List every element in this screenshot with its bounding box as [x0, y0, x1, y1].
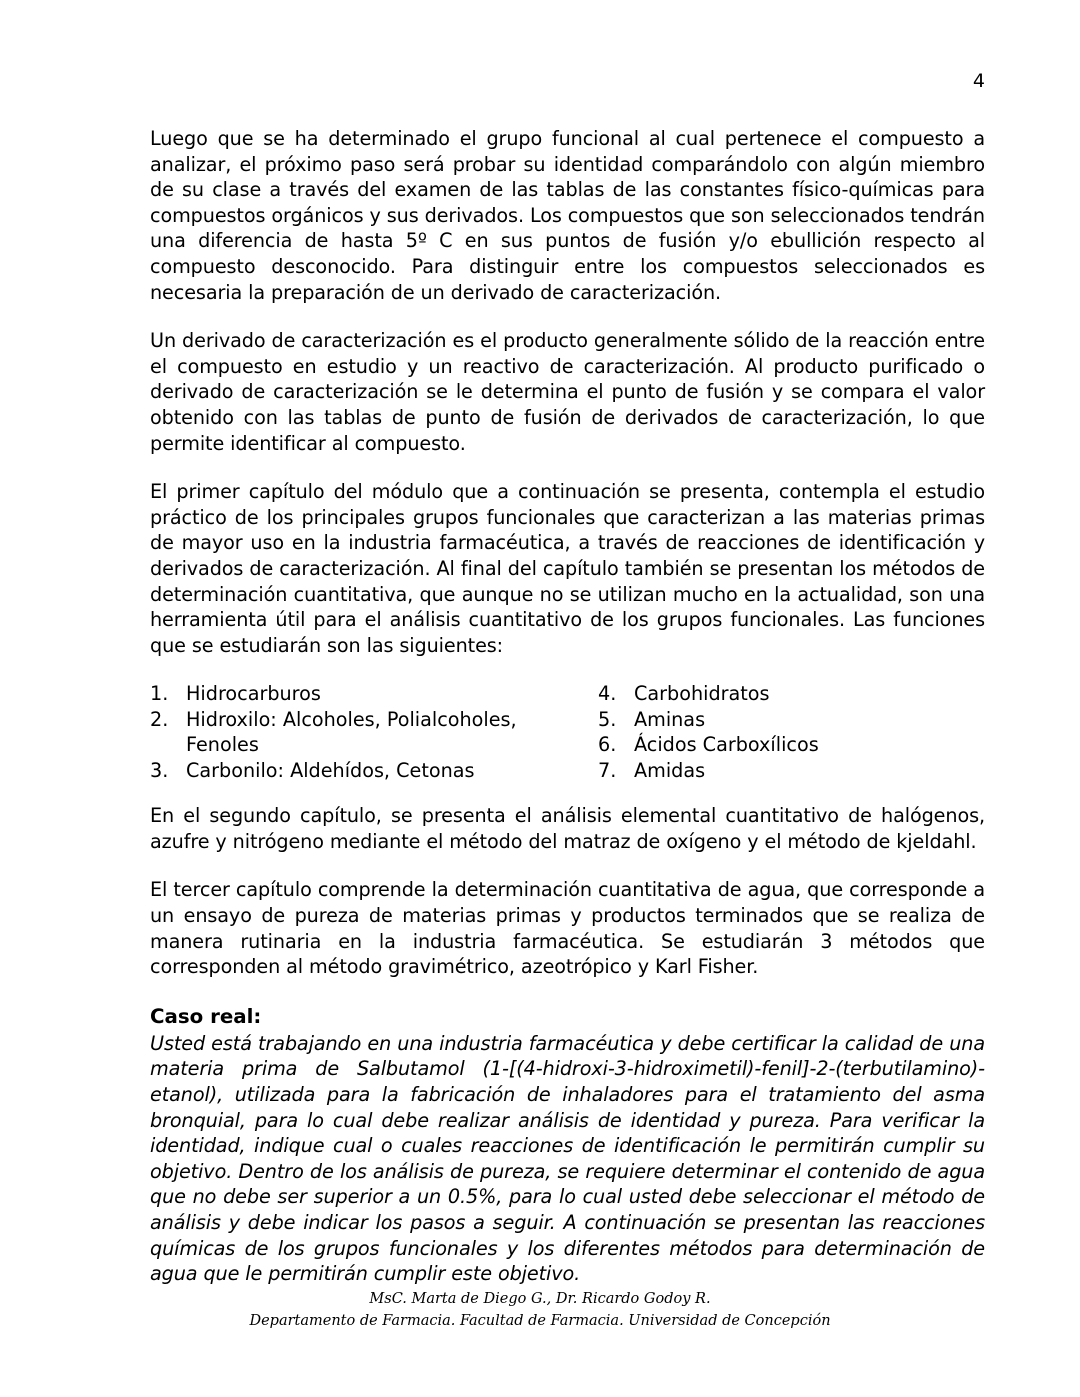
list-item-number: 5. [598, 707, 617, 731]
list-item [150, 758, 580, 784]
list-item-label: Carbonilo: Aldehídos, Cetonas [186, 759, 475, 783]
page-footer [0, 1288, 1080, 1332]
list-item-label: Hidrocarburos [186, 682, 321, 706]
footer-affiliation: Departamento de Farmacia. Facultad de Farmacia. Universidad de Concepción [249, 1313, 831, 1329]
paragraph-2: Un derivado de caracterización es el producto generalmente sólido de la reacción entre el compuesto en estudio y un reactivo de caracterización. Al producto purificado o derivado de caracterización se le determina el punto de fusión y se compara el valor obtenido con las tablas de punto de fusión de derivados de caracterización, lo que permite identificar al compuesto. [150, 329, 985, 455]
paragraph-3: El primer capítulo del módulo que a continuación se presenta, contempla el estudio práctico de los principales grupos funcionales que caracterizan a las materias primas de mayor uso en la industria farmacéutica, a través de reacciones de identificación y derivados de caracterización. Al final del capítulo también se presentan los métodos de determinación cuantitativa, que aunque no se utilizan mucho en la actualidad, son una herramienta útil para el análisis cuantitativo de los grupos funcionales. Las funciones que se estudiarán son las siguientes: [150, 480, 985, 657]
list-item [598, 732, 988, 758]
list-item-label: Hidroxilo: Alcoholes, Polialcoholes, Fenoles [186, 707, 517, 757]
list-item [598, 758, 988, 784]
list-item [598, 681, 988, 707]
list-item [150, 707, 580, 758]
list-item-number: 7. [598, 759, 617, 783]
list-item-number: 2. [150, 707, 169, 731]
list-item [598, 707, 988, 733]
page-number: 4 [972, 70, 985, 92]
list-item-number: 6. [598, 733, 617, 757]
list-item-number: 1. [150, 682, 169, 706]
paragraph-4: En el segundo capítulo, se presenta el análisis elemental cuantitativo de halógenos, azufre y nitrógeno mediante el método del matraz de oxígeno y el método de kjeldahl. [150, 804, 985, 853]
list-item-number: 4. [598, 682, 617, 706]
paragraph-5: El tercer capítulo comprende la determinación cuantitativa de agua, que corresponde a un ensayo de pureza de materias primas y productos terminados que se realiza de manera rutinaria en la industria farmacéutica. Se estudiarán 3 métodos que corresponden al método gravimétrico, azeotrópico y Karl Fisher. [150, 878, 985, 979]
functional-groups-right-column [598, 681, 988, 783]
list-item-number: 3. [150, 759, 169, 783]
functional-groups-left-column [150, 681, 580, 783]
footer-authors: MsC. Marta de Diego G., Dr. Ricardo Godoy R. [369, 1291, 711, 1307]
caso-real-heading: Caso real: [150, 1004, 262, 1028]
list-item-label: Amidas [634, 759, 706, 783]
list-item-label: Ácidos Carboxílicos [634, 733, 819, 757]
paragraph-1: Luego que se ha determinado el grupo funcional al cual pertenece el compuesto a analizar, el próximo paso será probar su identidad comparándolo con algún miembro de su clase a través del examen de las tablas de las constantes físico-químicas para compuestos orgánicos y sus derivados. Los compuestos que son seleccionados tendrán una diferencia de hasta 5º C en sus puntos de fusión y/o ebullición respecto al compuesto desconocido. Para distinguir entre los compuestos seleccionados es necesaria la preparación de un derivado de caracterización. [150, 127, 985, 304]
document-body [150, 126, 985, 1287]
list-item [150, 681, 580, 707]
list-item-label: Aminas [634, 707, 706, 731]
functional-groups-list [150, 681, 985, 783]
list-item-label: Carbohidratos [634, 682, 770, 706]
caso-real-text: Usted está trabajando en una industria farmacéutica y debe certificar la calidad de una materia prima de Salbutamol (1-[(4-hidroxi-3-hidroximetil)-fenil]-2-(terbutilamino)-etanol), utilizada para la fabricación de inhaladores para el tratamiento del asma bronquial, para lo cual debe realizar análisis de identidad y pureza. Para verificar la identidad, indique cual o cuales reacciones de identificación le permitirán cumplir su objetivo. Dentro de los análisis de pureza, se requiere determinar el contenido de agua que no debe ser superior a un 0.5%, para lo cual usted debe seleccionar el método de análisis y debe indicar los pasos a seguir. A continuación se presentan las reacciones químicas de los grupos funcionales y los diferentes métodos para determinación de agua que le permitirán cumplir este objetivo. [150, 1031, 985, 1286]
